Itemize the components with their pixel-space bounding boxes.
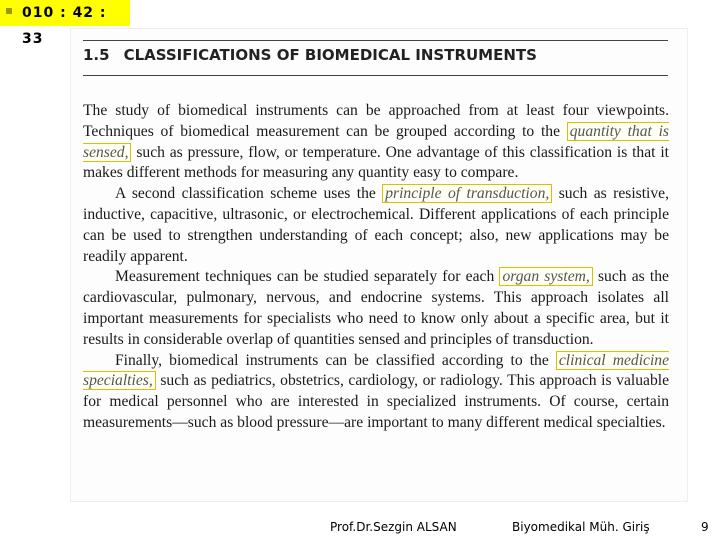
highlight-clinical-specialties: clinical medicine specialties,: [83, 351, 670, 390]
highlight-quantity-sensed: quantity that is sensed,: [83, 122, 670, 161]
highlight-principle-transduction: principle of transduction,: [382, 184, 552, 203]
section-title: CLASSIFICATIONS OF BIOMEDICAL INSTRUMENTS: [123, 46, 537, 64]
paragraph-3-text-b: such as the cardiovascular, pulmonary, nervous, and endocrine systems. This approach isolates all important measurements for specialists who need to know only about a specific area, but it results in considerable overlap of quantities sensed and principles of transduction.: [83, 268, 669, 348]
body-text: [83, 101, 669, 434]
timer-badge: [0, 0, 130, 47]
heading-top-rule: [83, 40, 668, 41]
section-number: 1.5: [83, 46, 110, 64]
paragraph-4-text-b: such as pediatrics, obstetrics, cardiology, or radiology. This approach is valuable for medical personnel who are interested in specialized instruments. Of course, certain measurements—such as blood pressure—are important to many different medical specialties.: [83, 372, 669, 431]
paragraph-4-text-a: Finally, biomedical instruments can be classified according to the: [115, 351, 556, 369]
paragraph-1: [83, 101, 669, 184]
highlight-organ-system: organ system,: [499, 267, 592, 286]
textbook-page: [70, 28, 688, 502]
paragraph-2-text-a: A second classification scheme uses the: [115, 185, 383, 203]
footer-author: Prof.Dr.Sezgin ALSAN: [330, 520, 457, 534]
heading-bottom-rule: [83, 75, 668, 76]
section-heading: [83, 46, 537, 64]
footer-course: Biyomedikal Müh. Giriş: [512, 520, 650, 534]
paragraph-1-text-b: such as pressure, flow, or temperature. One advantage of this classification is that it makes different methods for measuring any quantity easy to compare.: [83, 143, 669, 182]
paragraph-2-text-b: such as resistive, inductive, capacitive, ultrasonic, or electrochemical. Different applications of each principle can be used to strengthen understanding of each concept; also, new applications may be readily apparent.: [83, 185, 669, 265]
timer-marker-icon: [6, 8, 12, 14]
timer-text: 010 : 42 : 33: [22, 5, 107, 47]
paragraph-1-text-a: The study of biomedical instruments can be approached from at least four viewpoints. Techniques of biomedical measurement can be grouped according to the: [83, 102, 669, 140]
footer-page-number: 9: [701, 520, 709, 534]
paragraph-2: [83, 184, 669, 267]
paragraph-4: [83, 351, 669, 434]
paragraph-3-text-a: Measurement techniques can be studied separately for each: [115, 268, 500, 286]
paragraph-3: [83, 267, 669, 350]
